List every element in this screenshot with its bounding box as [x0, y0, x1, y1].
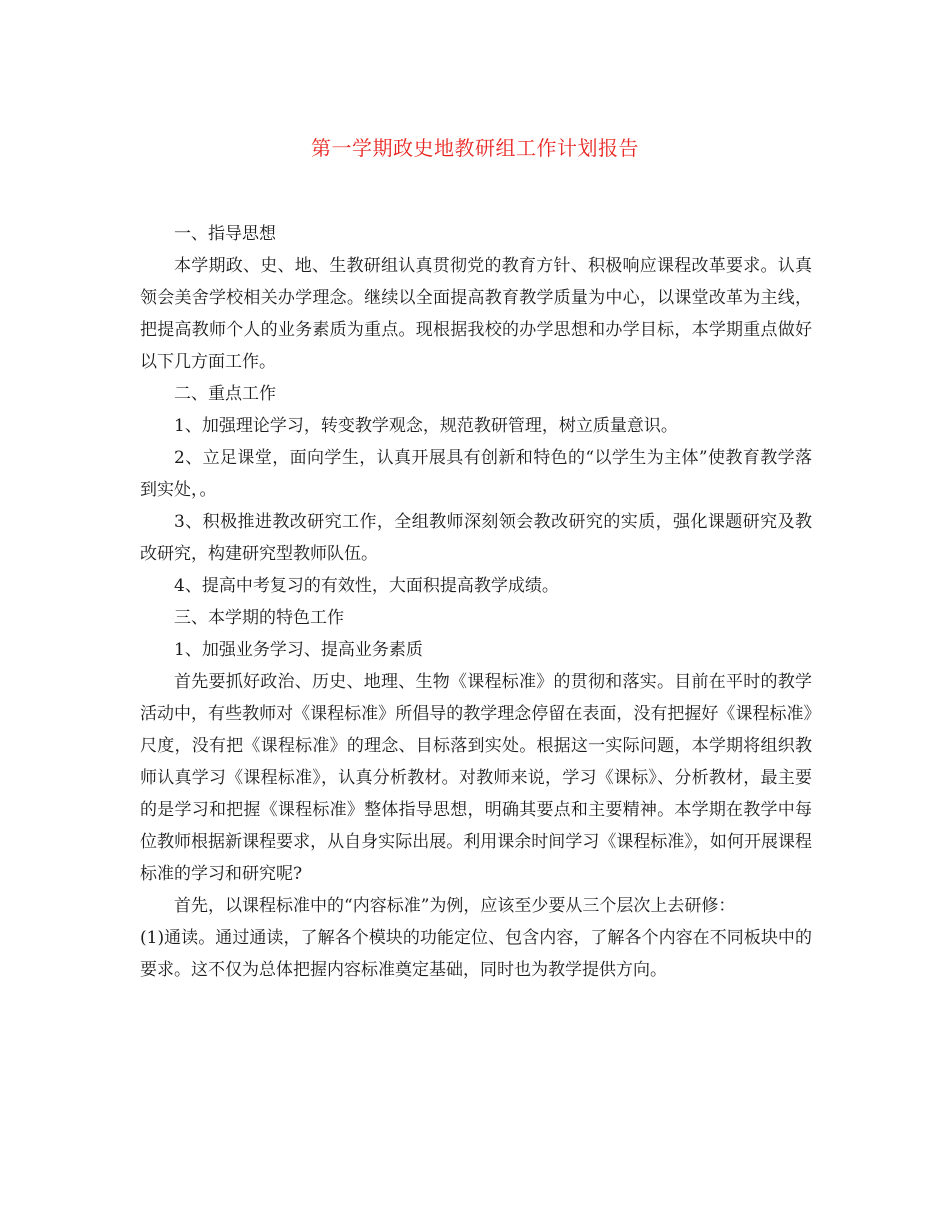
paragraph-content-standards: 首先，以课程标准中的“内容标准”为例，应该至少要从三个层次上去研修：: [174, 896, 736, 916]
paragraph-reading-level: (1)通读。通过通读，了解各个模块的功能定位、包含内容，了解各个内容在不同板块中的要求。这不仅为总体把握内容标准奠定基础，同时也为教学提供方向。: [140, 928, 812, 980]
document-title: 第一学期政史地教研组工作计划报告: [311, 136, 639, 160]
section-heading-special-work: 三、本学期的特色工作: [174, 608, 344, 628]
paragraph-curriculum-standards: 首先要抓好政治、历史、地理、生物《课程标准》的贯彻和落实。目前在平时的教学活动中，有些教师对《课程标准》所倡导的教学理念停留在表面，没有把握好《课程标准》尺度，没有把《课程标准》的理念、目标落到实处。根据这一实际问题，本学期将组织教师认真学习《课程标准》，认真分析教材。对教师来说，学习《课标》、分析教材，最主要的是学习和把握《课程标准》整体指导思想，明确其要点和主要精神。本学期在教学中每位教师根据新课程要求，从自身实际出展。利用课余时间学习《课程标准》，如何开展课程标准的学习和研究呢?: [140, 672, 812, 884]
subheading-study-quality: 1、加强业务学习、提高业务素质: [174, 640, 423, 660]
document-body: [140, 218, 812, 986]
list-item-key-work-1: 1、加强理论学习，转变教学观念，规范教研管理，树立质量意识。: [174, 416, 678, 436]
list-item-key-work-4: 4、提高中考复习的有效性，大面积提高教学成绩。: [174, 576, 559, 596]
section-heading-key-work: 二、重点工作: [174, 384, 276, 404]
list-item-key-work-3: 3、积极推进教改研究工作，全组教师深刻领会教改研究的实质，强化课题研究及教改研究，构建研究型教师队伍。: [140, 512, 812, 564]
paragraph-guiding-ideology: 本学期政、史、地、生教研组认真贯彻党的教育方针、积极响应课程改革要求。认真领会美舍学校相关办学理念。继续以全面提高教育教学质量为中心，以课堂改革为主线，把提高教师个人的业务素质为重点。现根据我校的办学思想和办学目标，本学期重点做好以下几方面工作。: [140, 256, 812, 372]
list-item-key-work-2: 2、立足课堂，面向学生，认真开展具有创新和特色的“以学生为主体”使教育教学落到实处，。: [140, 448, 812, 500]
section-heading-guiding-ideology: 一、指导思想: [174, 224, 276, 244]
